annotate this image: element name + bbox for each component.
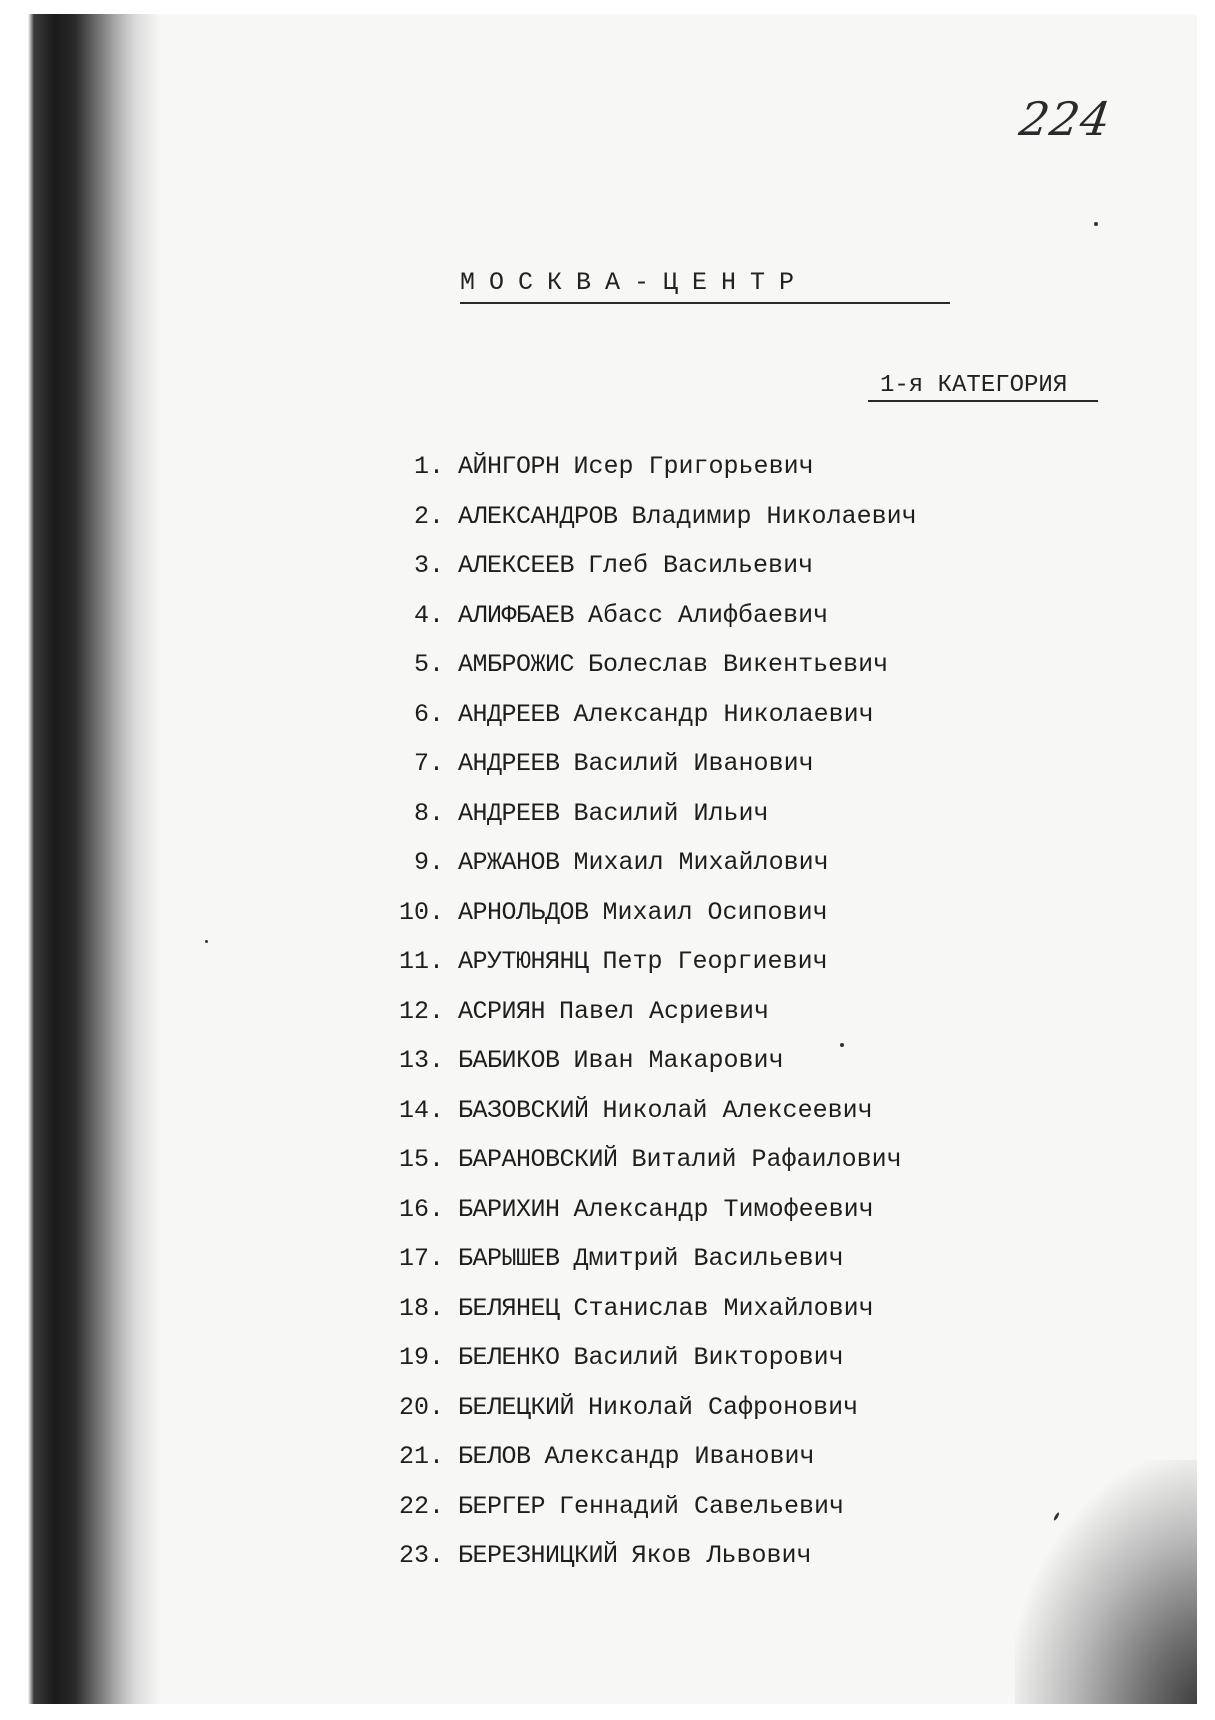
scan-speck	[1094, 222, 1098, 226]
entry-given-names: Яков Львович	[631, 1541, 812, 1570]
entry-surname: БЕРГЕР	[458, 1491, 546, 1521]
entry-given-names: Михаил Михайлович	[573, 848, 829, 877]
list-item	[380, 1333, 917, 1383]
category-underline	[868, 400, 1098, 402]
entry-given-names: Владимир Николаевич	[631, 501, 917, 531]
list-item	[380, 1086, 917, 1136]
list-item	[380, 1531, 917, 1581]
list-item	[380, 640, 917, 690]
entry-given-names: Василий Ильич	[573, 798, 769, 828]
entry-surname: БАЗОВСКИЙ	[458, 1095, 589, 1125]
entry-given-names: Михаил Осипович	[602, 897, 828, 927]
entry-number: 19.	[398, 1343, 444, 1372]
entry-number: 10.	[398, 897, 444, 927]
entry-surname: АМБРОЖИС	[458, 650, 575, 679]
list-item	[380, 987, 917, 1037]
entry-given-names: Николай Алексеевич	[602, 1095, 873, 1125]
entry-given-names: Александр Николаевич	[573, 699, 874, 729]
list-item	[380, 789, 917, 839]
list-item	[380, 937, 917, 987]
entry-given-names: Василий Викторович	[573, 1343, 844, 1372]
entry-given-names: Глеб Васильевич	[588, 551, 814, 580]
list-item	[380, 690, 917, 740]
entry-number: 18.	[398, 1293, 444, 1323]
list-item	[380, 1185, 917, 1235]
entry-surname: БЕРЕЗНИЦКИЙ	[458, 1541, 618, 1570]
name-list	[380, 442, 917, 1581]
list-item	[380, 1036, 917, 1086]
entry-number: 21.	[398, 1442, 444, 1471]
entry-surname: БАРИХИН	[458, 1194, 560, 1224]
entry-number: 4.	[413, 600, 444, 630]
list-item	[380, 492, 917, 542]
list-item	[380, 591, 917, 641]
entry-given-names: Николай Сафронович	[588, 1392, 859, 1422]
entry-number: 2.	[413, 501, 444, 531]
list-item	[380, 1234, 917, 1284]
entry-surname: БЕЛЯНЕЦ	[458, 1293, 560, 1323]
binding-shadow	[0, 0, 160, 1720]
entry-number: 8.	[413, 798, 444, 828]
scan-border-top	[0, 0, 1215, 14]
entry-given-names: Болеслав Викентьевич	[588, 650, 889, 679]
entry-given-names: Виталий Рафаилович	[631, 1145, 902, 1174]
entry-number: 23.	[398, 1541, 444, 1570]
list-item	[380, 1284, 917, 1334]
entry-surname: АРНОЛЬДОВ	[458, 897, 589, 927]
entry-number: 13.	[398, 1046, 444, 1075]
entry-given-names: Павел Асриевич	[559, 996, 770, 1026]
entry-given-names: Станислав Михайлович	[573, 1293, 874, 1323]
list-item	[380, 838, 917, 888]
list-item	[380, 1482, 917, 1532]
entry-number: 1.	[413, 452, 444, 481]
entry-number: 7.	[413, 749, 444, 778]
entry-surname: БЕЛОВ	[458, 1442, 531, 1471]
scan-border-right	[1197, 0, 1215, 1720]
entry-given-names: Дмитрий Васильевич	[573, 1244, 844, 1273]
entry-number: 20.	[398, 1392, 444, 1422]
entry-given-names: Петр Георгиевич	[602, 947, 828, 976]
page-title: МОСКВА-ЦЕНТР	[460, 268, 809, 297]
entry-surname: БАРЫШЕВ	[458, 1244, 560, 1273]
entry-number: 16.	[398, 1194, 444, 1224]
entry-number: 3.	[413, 551, 444, 580]
scan-speck	[205, 940, 208, 943]
entry-given-names: Иван Макарович	[573, 1046, 784, 1075]
list-item	[380, 1135, 917, 1185]
entry-surname: БЕЛЕЦКИЙ	[458, 1392, 575, 1422]
handwritten-sheet-number: 224	[1016, 92, 1115, 146]
entry-given-names: Василий Иванович	[573, 749, 814, 778]
entry-number: 12.	[398, 996, 444, 1026]
list-item	[380, 442, 917, 492]
entry-number: 9.	[413, 848, 444, 877]
entry-surname: АСРИЯН	[458, 996, 546, 1026]
entry-number: 14.	[398, 1095, 444, 1125]
entry-surname: АРЖАНОВ	[458, 848, 560, 877]
entry-given-names: Исер Григорьевич	[573, 452, 814, 481]
list-item	[380, 1432, 917, 1482]
entry-number: 6.	[413, 699, 444, 729]
entry-number: 5.	[413, 650, 444, 679]
entry-number: 17.	[398, 1244, 444, 1273]
entry-given-names: Абасс Алифбаевич	[588, 600, 829, 630]
list-item	[380, 888, 917, 938]
entry-surname: БЕЛЕНКО	[458, 1343, 560, 1372]
title-underline	[460, 302, 950, 304]
list-item	[380, 739, 917, 789]
entry-surname: АРУТЮНЯНЦ	[458, 947, 589, 976]
entry-number: 22.	[398, 1491, 444, 1521]
list-item	[380, 1383, 917, 1433]
corner-shadow	[1015, 1460, 1215, 1720]
entry-given-names: Александр Тимофеевич	[573, 1194, 874, 1224]
entry-surname: АЛЕКСЕЕВ	[458, 551, 575, 580]
scan-border-bottom	[0, 1704, 1215, 1720]
entry-surname: АНДРЕЕВ	[458, 699, 560, 729]
entry-surname: АЛЕКСАНДРОВ	[458, 501, 618, 531]
entry-surname: БАРАНОВСКИЙ	[458, 1145, 618, 1174]
scan-speck	[840, 1043, 844, 1047]
entry-given-names: Александр Иванович	[544, 1442, 815, 1471]
entry-number: 15.	[398, 1145, 444, 1174]
entry-surname: БАБИКОВ	[458, 1046, 560, 1075]
entry-given-names: Геннадий Савельевич	[559, 1491, 845, 1521]
entry-number: 11.	[398, 947, 444, 976]
category-heading: 1-я КАТЕГОРИЯ	[880, 372, 1068, 399]
list-item	[380, 541, 917, 591]
entry-surname: АЛИФБАЕВ	[458, 600, 575, 630]
entry-surname: АНДРЕЕВ	[458, 749, 560, 778]
entry-surname: АНДРЕЕВ	[458, 798, 560, 828]
entry-surname: АЙНГОРН	[458, 452, 560, 481]
